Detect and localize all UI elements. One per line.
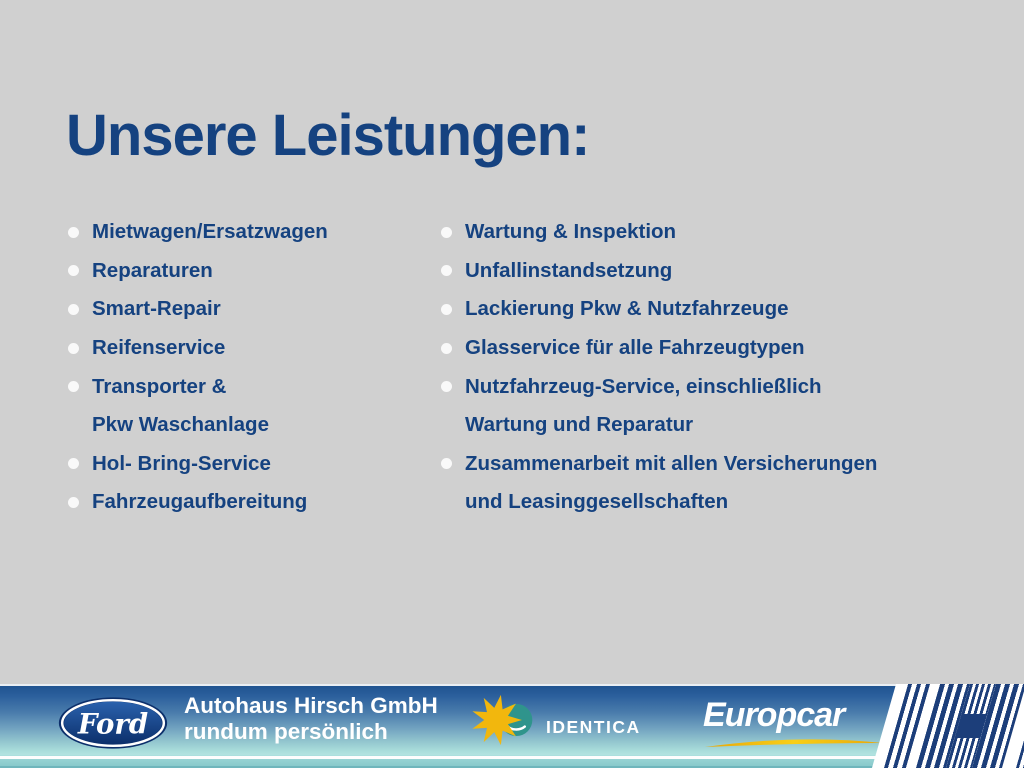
- bullet-icon: [441, 381, 452, 392]
- identica-logo: [470, 690, 641, 750]
- list-item: [441, 213, 981, 252]
- service-label: Hol- Bring-Service: [92, 451, 271, 475]
- service-label: Unfallinstandsetzung: [465, 258, 673, 282]
- list-item: [68, 329, 428, 368]
- bullet-icon: [441, 227, 452, 238]
- bullet-icon: [441, 458, 452, 469]
- list-item: [441, 329, 981, 368]
- list-item: [441, 367, 981, 406]
- service-label: Reifenservice: [92, 336, 226, 360]
- bullet-icon: [441, 304, 452, 315]
- service-label: Pkw Waschanlage: [92, 413, 269, 437]
- service-label: Reparaturen: [92, 258, 213, 282]
- service-label: Zusammenarbeit mit allen Versicherungen: [465, 451, 878, 475]
- bullet-icon: [68, 265, 79, 276]
- bullet-icon: [68, 381, 79, 392]
- europcar-swoosh-icon: [703, 737, 885, 749]
- service-label: Fahrzeugaufbereitung: [92, 490, 308, 514]
- services-column-right: [441, 213, 981, 522]
- bullet-icon: [441, 343, 452, 354]
- service-label: Smart-Repair: [92, 297, 221, 321]
- service-label: Wartung & Inspektion: [465, 220, 677, 244]
- bullet-icon: [68, 227, 79, 238]
- europcar-wordmark: Europcar: [703, 696, 845, 734]
- service-label: Wartung und Reparatur: [465, 413, 694, 437]
- list-item: [68, 483, 428, 522]
- list-item: [441, 445, 981, 484]
- dealer-slogan: rundum persönlich: [184, 719, 388, 744]
- list-item: [68, 367, 428, 406]
- ford-wordmark: Ford: [77, 708, 149, 741]
- ford-logo-icon: [56, 695, 170, 751]
- dealer-name-block: [184, 693, 438, 745]
- list-item-wrap: [441, 483, 981, 522]
- dealer-name: Autohaus Hirsch GmbH: [184, 693, 438, 718]
- bullet-icon: [68, 458, 79, 469]
- footer-top-separator: [0, 684, 1024, 686]
- service-label: und Leasinggesellschaften: [465, 490, 729, 514]
- service-label: Nutzfahrzeug-Service, einschließlich: [465, 374, 822, 398]
- list-item-wrap: [68, 406, 428, 445]
- bullet-icon: [441, 265, 452, 276]
- bullet-icon: [68, 497, 79, 508]
- list-item: [68, 290, 428, 329]
- list-item: [441, 290, 981, 329]
- identica-wordmark: IDENTICA: [546, 716, 641, 737]
- list-item-wrap: [441, 406, 981, 445]
- footer-white-line: [0, 756, 1024, 759]
- footer-banner: [0, 684, 1024, 768]
- identica-sun-icon: [470, 690, 538, 750]
- service-label: Mietwagen/Ersatzwagen: [92, 220, 328, 244]
- bullet-icon: [68, 343, 79, 354]
- service-label: Glasservice für alle Fahrzeugtypen: [465, 336, 805, 360]
- europcar-logo: [703, 696, 885, 749]
- list-item: [441, 252, 981, 291]
- page-title: Unsere Leistungen:: [66, 103, 590, 168]
- list-item: [68, 445, 428, 484]
- list-item: [68, 213, 428, 252]
- service-label: Transporter &: [92, 374, 227, 398]
- services-column-left: [68, 213, 428, 522]
- service-label: Lackierung Pkw & Nutzfahrzeuge: [465, 297, 789, 321]
- bullet-icon: [68, 304, 79, 315]
- list-item: [68, 252, 428, 291]
- hirsch-h-stripes-logo: [871, 684, 1024, 768]
